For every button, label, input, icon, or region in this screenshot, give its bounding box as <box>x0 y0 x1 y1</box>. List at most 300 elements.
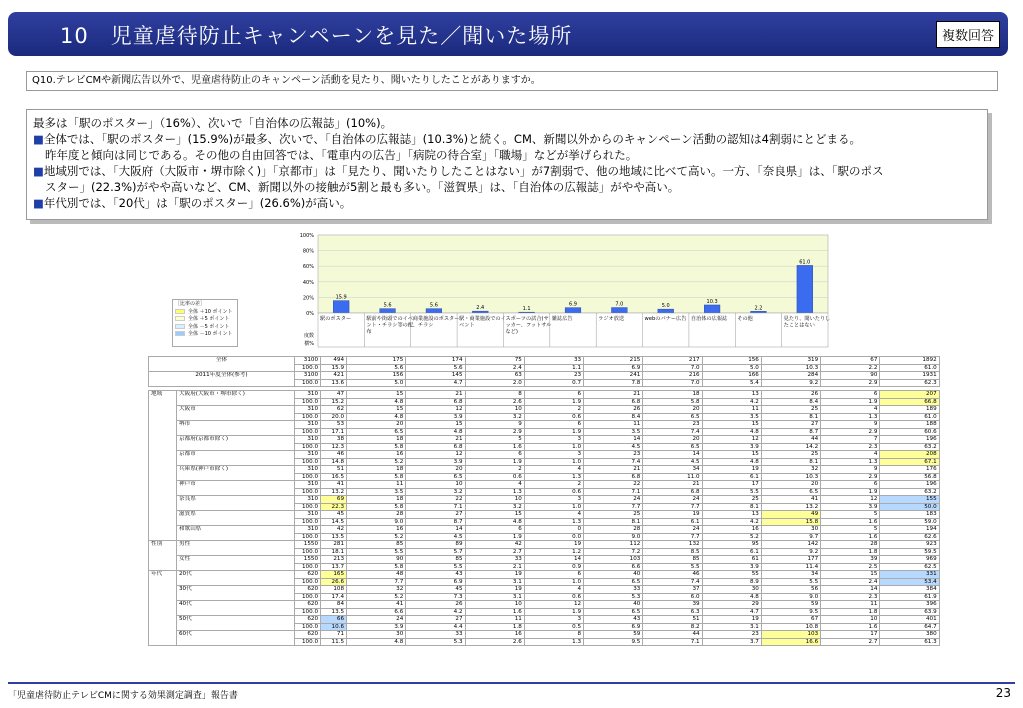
percent-cell: 5.3 <box>406 638 465 646</box>
percent-cell: 6.8 <box>584 473 643 481</box>
count-cell: 13 <box>702 511 761 519</box>
count-cell: 189 <box>880 406 939 414</box>
count-cell: 15 <box>465 511 524 519</box>
percent-cell: 8.9 <box>702 578 761 586</box>
count-cell: 30 <box>761 526 820 534</box>
count-cell: 45 <box>321 511 347 519</box>
count-cell: 14 <box>821 586 880 594</box>
row-percent-base: 100.0 <box>295 458 321 466</box>
count-cell: 174 <box>406 357 465 365</box>
count-cell: 11 <box>347 481 406 489</box>
count-cell: 95 <box>702 541 761 549</box>
percent-cell: 60.6 <box>880 428 939 436</box>
percent-cell: 5.6 <box>406 364 465 372</box>
percent-cell: 3.5 <box>584 428 643 436</box>
count-cell: 19 <box>524 541 583 549</box>
percent-cell: 4.5 <box>584 443 643 451</box>
category-label: 自治体の広報誌 <box>690 316 728 322</box>
count-cell: 14 <box>406 526 465 534</box>
percent-cell: 5.5 <box>643 563 702 571</box>
summary-bullet-1-cont: 昨年度と傾向は同じである。その他の自由回答では、「電車内の広告」「病院の待合室」「職場」などが挙げられた。 <box>45 148 638 162</box>
bar <box>472 311 488 313</box>
category-label: 駅のポスター <box>320 316 352 322</box>
group-label: 地域 <box>149 391 177 541</box>
percent-cell: 0.6 <box>524 593 583 601</box>
count-cell: 90 <box>347 556 406 564</box>
table-row <box>149 586 999 594</box>
count-cell: 39 <box>821 556 880 564</box>
count-cell: 45 <box>406 586 465 594</box>
percent-cell: 8.1 <box>761 413 820 421</box>
count-cell: 319 <box>761 357 820 365</box>
category-label: 駅前や街頭でのイベント・チラシ等の配布 <box>366 316 414 335</box>
percent-cell: 10.3 <box>761 473 820 481</box>
count-cell: 23 <box>702 631 761 639</box>
count-cell: 48 <box>347 571 406 579</box>
row-label: 兵庫県(神戸市除く) <box>177 466 295 481</box>
percent-cell: 4.8 <box>702 458 761 466</box>
count-cell: 46 <box>643 571 702 579</box>
count-cell: 17 <box>702 481 761 489</box>
legend-item <box>175 324 235 332</box>
count-cell: 30 <box>347 631 406 639</box>
row-percent-base: 100.0 <box>295 443 321 451</box>
bar <box>611 308 627 313</box>
percent-cell: 3.9 <box>821 503 880 511</box>
row-percent-base: 100.0 <box>295 533 321 541</box>
percent-cell: 5.2 <box>347 593 406 601</box>
percent-cell: 5.6 <box>347 364 406 372</box>
count-cell: 28 <box>821 541 880 549</box>
percent-cell: 10.8 <box>761 623 820 631</box>
row-label: 60代 <box>177 631 295 646</box>
count-cell: 41 <box>761 496 820 504</box>
percent-cell: 1.6 <box>821 518 880 526</box>
count-cell: 11 <box>584 421 643 429</box>
row-percent-base: 100.0 <box>295 428 321 436</box>
percent-cell: 5.7 <box>406 548 465 556</box>
percent-cell: 5.0 <box>347 379 406 387</box>
count-cell: 23 <box>584 451 643 459</box>
summary-bullet-3: ■年代別では、「20代」は「駅のポスター」(26.6%)が高い。 <box>33 196 352 210</box>
percent-cell: 53.4 <box>880 578 939 586</box>
percent-cell: 15.8 <box>761 518 820 526</box>
table-row <box>149 451 999 459</box>
percent-cell: 1.9 <box>821 398 880 406</box>
count-cell: 41 <box>347 601 406 609</box>
count-cell: 20 <box>761 481 820 489</box>
count-cell: 24 <box>643 496 702 504</box>
percent-cell: 6.9 <box>584 364 643 372</box>
count-cell: 20 <box>347 421 406 429</box>
count-cell: 27 <box>406 616 465 624</box>
row-label: 2011年度全体(参考) <box>149 372 295 387</box>
percent-cell: 1.3 <box>524 638 583 646</box>
row-label: 大阪府(大阪市・堺市除く) <box>177 391 295 406</box>
percent-cell: 0.9 <box>524 563 583 571</box>
count-cell: 12 <box>406 451 465 459</box>
count-cell: 12 <box>821 496 880 504</box>
percent-cell: 13.5 <box>321 533 347 541</box>
percent-cell: 1.9 <box>524 428 583 436</box>
count-cell: 67 <box>761 616 820 624</box>
percent-cell: 7.1 <box>406 503 465 511</box>
count-cell: 22 <box>584 481 643 489</box>
row-count: 310 <box>295 451 321 459</box>
table-row <box>149 466 999 474</box>
count-cell: 112 <box>584 541 643 549</box>
count-cell: 33 <box>406 631 465 639</box>
legend-item <box>175 331 235 339</box>
percent-cell: 3.1 <box>465 593 524 601</box>
count-cell: 62 <box>321 406 347 414</box>
count-cell: 494 <box>321 357 347 365</box>
y-tick-label: 60% <box>302 264 314 271</box>
count-cell: 15 <box>347 406 406 414</box>
count-cell: 13 <box>702 391 761 399</box>
percent-cell: 1.3 <box>524 473 583 481</box>
percent-cell: 1.0 <box>524 578 583 586</box>
count-cell: 208 <box>880 451 939 459</box>
category-label: スポーツの試合(サッカー、フットサルなど) <box>505 316 552 335</box>
count-cell: 3 <box>524 616 583 624</box>
percent-cell: 62.6 <box>880 533 939 541</box>
percent-cell: 4.8 <box>347 413 406 421</box>
legend-swatch <box>175 324 185 329</box>
percent-cell: 64.7 <box>880 623 939 631</box>
count-cell: 20 <box>643 406 702 414</box>
row-count: 620 <box>295 571 321 579</box>
category-label: 見たり、聞いたりしたことはない <box>783 316 831 329</box>
count-cell: 8 <box>465 391 524 399</box>
row-percent-base: 100.0 <box>295 398 321 406</box>
count-cell: 923 <box>880 541 939 549</box>
percent-cell: 5.5 <box>702 488 761 496</box>
count-cell: 15 <box>702 451 761 459</box>
count-cell: 396 <box>880 601 939 609</box>
bar-value-label: 61.0 <box>799 259 811 266</box>
row-percent-base: 100.0 <box>295 518 321 526</box>
count-cell: 12 <box>406 406 465 414</box>
percent-cell: 14.8 <box>321 458 347 466</box>
count-cell: 142 <box>761 541 820 549</box>
count-cell: 4 <box>524 466 583 474</box>
count-cell: 2 <box>465 466 524 474</box>
summary-lead: 最多は「駅のポスター」（16%）、次いで「自治体の広報誌」(10%)。 <box>33 116 393 130</box>
count-cell: 15 <box>347 391 406 399</box>
percent-cell: 6.5 <box>643 413 702 421</box>
count-cell: 4 <box>524 511 583 519</box>
category-label: ラジオ放送 <box>598 316 625 322</box>
count-cell: 24 <box>347 616 406 624</box>
percent-cell: 10.6 <box>321 623 347 631</box>
count-cell: 11 <box>465 616 524 624</box>
count-cell: 42 <box>321 526 347 534</box>
percent-cell: 4.5 <box>406 533 465 541</box>
group-label: 性別 <box>149 541 177 571</box>
row-percent-base: 100.0 <box>295 413 321 421</box>
bar-chart <box>0 225 1023 355</box>
percent-cell: 5.0 <box>702 364 761 372</box>
percent-cell: 16.6 <box>761 638 820 646</box>
count-cell: 155 <box>880 496 939 504</box>
percent-cell: 13.7 <box>321 563 347 571</box>
percent-cell: 1.0 <box>524 443 583 451</box>
percent-cell: 3.9 <box>702 563 761 571</box>
count-cell: 6 <box>524 391 583 399</box>
table-row <box>149 481 999 489</box>
count-cell: 17 <box>821 631 880 639</box>
count-cell: 1931 <box>880 372 939 380</box>
count-cell: 21 <box>584 391 643 399</box>
table-row <box>149 357 999 365</box>
percent-cell: 5.8 <box>643 398 702 406</box>
count-cell: 18 <box>347 436 406 444</box>
side-label: 度数 <box>303 333 314 339</box>
percent-cell: 1.8 <box>465 623 524 631</box>
percent-cell: 7.7 <box>584 503 643 511</box>
row-label: 奈良県 <box>177 496 295 511</box>
count-cell: 18 <box>347 466 406 474</box>
percent-cell: 1.9 <box>465 458 524 466</box>
percent-cell: 17.1 <box>321 428 347 436</box>
percent-cell: 4.8 <box>347 638 406 646</box>
percent-cell: 3.5 <box>347 488 406 496</box>
table-row <box>149 541 999 549</box>
legend-label: 全体 －10 ポイント <box>188 331 233 337</box>
count-cell: 20 <box>406 466 465 474</box>
count-cell: 41 <box>321 481 347 489</box>
row-count: 310 <box>295 406 321 414</box>
table-row <box>149 616 999 624</box>
count-cell: 26 <box>761 391 820 399</box>
count-cell: 3 <box>524 496 583 504</box>
count-cell: 207 <box>880 391 939 399</box>
percent-cell: 7.0 <box>643 379 702 387</box>
multiple-answer-badge: 複数回答 <box>936 21 1000 48</box>
count-cell: 380 <box>880 631 939 639</box>
count-cell: 281 <box>321 541 347 549</box>
count-cell: 20 <box>643 436 702 444</box>
count-cell: 145 <box>406 372 465 380</box>
y-tick-label: 40% <box>302 279 314 286</box>
percent-cell: 6.6 <box>584 563 643 571</box>
percent-cell: 9.0 <box>347 518 406 526</box>
bar-value-label: 7.0 <box>615 301 624 308</box>
count-cell: 3 <box>524 451 583 459</box>
count-cell: 5 <box>465 436 524 444</box>
percent-cell: 8.1 <box>702 503 761 511</box>
row-percent-base: 100.0 <box>295 623 321 631</box>
count-cell: 188 <box>880 421 939 429</box>
percent-cell: 0.5 <box>524 623 583 631</box>
percent-cell: 1.9 <box>524 608 583 616</box>
row-percent-base: 100.0 <box>295 379 321 387</box>
page-header <box>8 12 1008 56</box>
percent-cell: 1.8 <box>821 608 880 616</box>
percent-cell: 2.9 <box>465 428 524 436</box>
count-cell: 5 <box>821 526 880 534</box>
count-cell: 56 <box>761 586 820 594</box>
count-cell: 384 <box>880 586 939 594</box>
group-label: 年代 <box>149 571 177 646</box>
count-cell: 19 <box>702 616 761 624</box>
percent-cell: 6.1 <box>643 518 702 526</box>
category-label: その他 <box>737 316 753 322</box>
percent-cell: 14.5 <box>321 518 347 526</box>
count-cell: 166 <box>702 372 761 380</box>
count-cell: 10 <box>465 406 524 414</box>
legend-box <box>172 299 238 347</box>
count-cell: 32 <box>347 586 406 594</box>
percent-cell: 4.2 <box>702 518 761 526</box>
percent-cell: 9.2 <box>761 379 820 387</box>
row-count: 620 <box>295 586 321 594</box>
percent-cell: 15.9 <box>321 364 347 372</box>
percent-cell: 6.8 <box>406 398 465 406</box>
row-count: 3100 <box>295 372 321 380</box>
count-cell: 28 <box>584 526 643 534</box>
count-cell: 5 <box>821 511 880 519</box>
percent-cell: 1.3 <box>821 458 880 466</box>
percent-cell: 2.9 <box>821 379 880 387</box>
legend-item <box>175 316 235 324</box>
percent-cell: 1.6 <box>821 533 880 541</box>
percent-cell: 5.8 <box>347 443 406 451</box>
percent-cell: 1.8 <box>821 548 880 556</box>
table-row <box>149 421 999 429</box>
side-label: 横% <box>304 341 314 347</box>
percent-cell: 0.0 <box>524 533 583 541</box>
count-cell: 49 <box>761 511 820 519</box>
percent-cell: 1.6 <box>465 608 524 616</box>
count-cell: 33 <box>524 357 583 365</box>
category-label: 雑誌広告 <box>551 316 573 322</box>
legend-swatch <box>175 316 185 321</box>
count-cell: 216 <box>643 372 702 380</box>
percent-cell: 4.8 <box>465 518 524 526</box>
percent-cell: 2.4 <box>465 364 524 372</box>
data-table <box>148 356 998 646</box>
count-cell: 6 <box>524 571 583 579</box>
count-cell: 85 <box>347 541 406 549</box>
percent-cell: 7.1 <box>584 488 643 496</box>
percent-cell: 7.7 <box>643 533 702 541</box>
row-count: 310 <box>295 481 321 489</box>
percent-cell: 1.3 <box>465 488 524 496</box>
count-cell: 10 <box>465 496 524 504</box>
percent-cell: 1.9 <box>465 533 524 541</box>
percent-cell: 7.0 <box>643 364 702 372</box>
row-count: 1550 <box>295 541 321 549</box>
percent-cell: 5.8 <box>347 473 406 481</box>
percent-cell: 10.3 <box>761 364 820 372</box>
count-cell: 27 <box>761 421 820 429</box>
row-percent-base: 100.0 <box>295 364 321 372</box>
percent-cell: 6.5 <box>584 608 643 616</box>
percent-cell: 7.8 <box>584 379 643 387</box>
count-cell: 11 <box>702 406 761 414</box>
count-cell: 51 <box>643 616 702 624</box>
count-cell: 33 <box>584 586 643 594</box>
percent-cell: 13.2 <box>761 503 820 511</box>
count-cell: 103 <box>584 556 643 564</box>
row-count: 310 <box>295 466 321 474</box>
percent-cell: 5.8 <box>347 503 406 511</box>
percent-cell: 8.5 <box>643 548 702 556</box>
count-cell: 53 <box>321 421 347 429</box>
count-cell: 69 <box>321 496 347 504</box>
percent-cell: 3.9 <box>406 413 465 421</box>
table-row <box>149 496 999 504</box>
count-cell: 85 <box>643 556 702 564</box>
count-cell: 43 <box>584 616 643 624</box>
row-count: 620 <box>295 616 321 624</box>
row-percent-base: 100.0 <box>295 563 321 571</box>
count-cell: 183 <box>880 511 939 519</box>
count-cell: 40 <box>584 571 643 579</box>
row-label: 40代 <box>177 601 295 616</box>
count-cell: 59 <box>761 601 820 609</box>
count-cell: 6 <box>465 526 524 534</box>
count-cell: 75 <box>465 357 524 365</box>
row-label: 京都府(京都市除く) <box>177 436 295 451</box>
count-cell: 25 <box>702 496 761 504</box>
summary-bullet-2-cont: スター」(22.3%)がやや高いなど、CM、新聞以外の接触が5割と最も多い。「滋賀県」は、「自治体の広報誌」がやや高い。 <box>45 180 680 194</box>
percent-cell: 3.9 <box>347 623 406 631</box>
percent-cell: 9.5 <box>584 638 643 646</box>
percent-cell: 3.9 <box>702 443 761 451</box>
count-cell: 1892 <box>880 357 939 365</box>
count-cell: 6 <box>524 421 583 429</box>
percent-cell: 9.5 <box>761 608 820 616</box>
percent-cell: 7.3 <box>406 593 465 601</box>
row-label: 女性 <box>177 556 295 571</box>
count-cell: 10 <box>465 601 524 609</box>
percent-cell: 6.8 <box>643 488 702 496</box>
legend-label: 全体 －5 ポイント <box>188 323 230 330</box>
row-count: 620 <box>295 601 321 609</box>
bar-value-label: 1.1 <box>522 306 531 313</box>
bar-value-label: 5.6 <box>429 302 438 309</box>
percent-cell: 1.1 <box>524 364 583 372</box>
row-label: 50代 <box>177 616 295 631</box>
count-cell: 38 <box>321 436 347 444</box>
count-cell: 29 <box>702 601 761 609</box>
percent-cell: 6.5 <box>347 428 406 436</box>
percent-cell: 4.8 <box>702 593 761 601</box>
count-cell: 4 <box>821 406 880 414</box>
count-cell: 61 <box>702 556 761 564</box>
percent-cell: 0.7 <box>524 379 583 387</box>
table-row <box>149 556 999 564</box>
count-cell: 6 <box>821 391 880 399</box>
category-label: 商業施設のポスター、チラシ <box>412 316 460 329</box>
count-cell: 85 <box>406 556 465 564</box>
percent-cell: 61.9 <box>880 593 939 601</box>
count-cell: 4 <box>821 451 880 459</box>
count-cell: 156 <box>702 357 761 365</box>
percent-cell: 7.7 <box>347 578 406 586</box>
bar-value-label: 5.0 <box>661 303 670 310</box>
row-percent-base: 100.0 <box>295 548 321 556</box>
y-tick-label: 20% <box>302 295 314 302</box>
percent-cell: 2.3 <box>821 443 880 451</box>
count-cell: 30 <box>702 586 761 594</box>
summary-bullet-1: ■全体では、「駅のポスター」(15.9%)が最多、次いで、「自治体の広報誌」(10.3%)と続く。CM、新聞以外からのキャンペーン活動の認知は4割弱にとどまる。 <box>33 132 861 146</box>
percent-cell: 2.6 <box>465 638 524 646</box>
percent-cell: 7.4 <box>584 458 643 466</box>
